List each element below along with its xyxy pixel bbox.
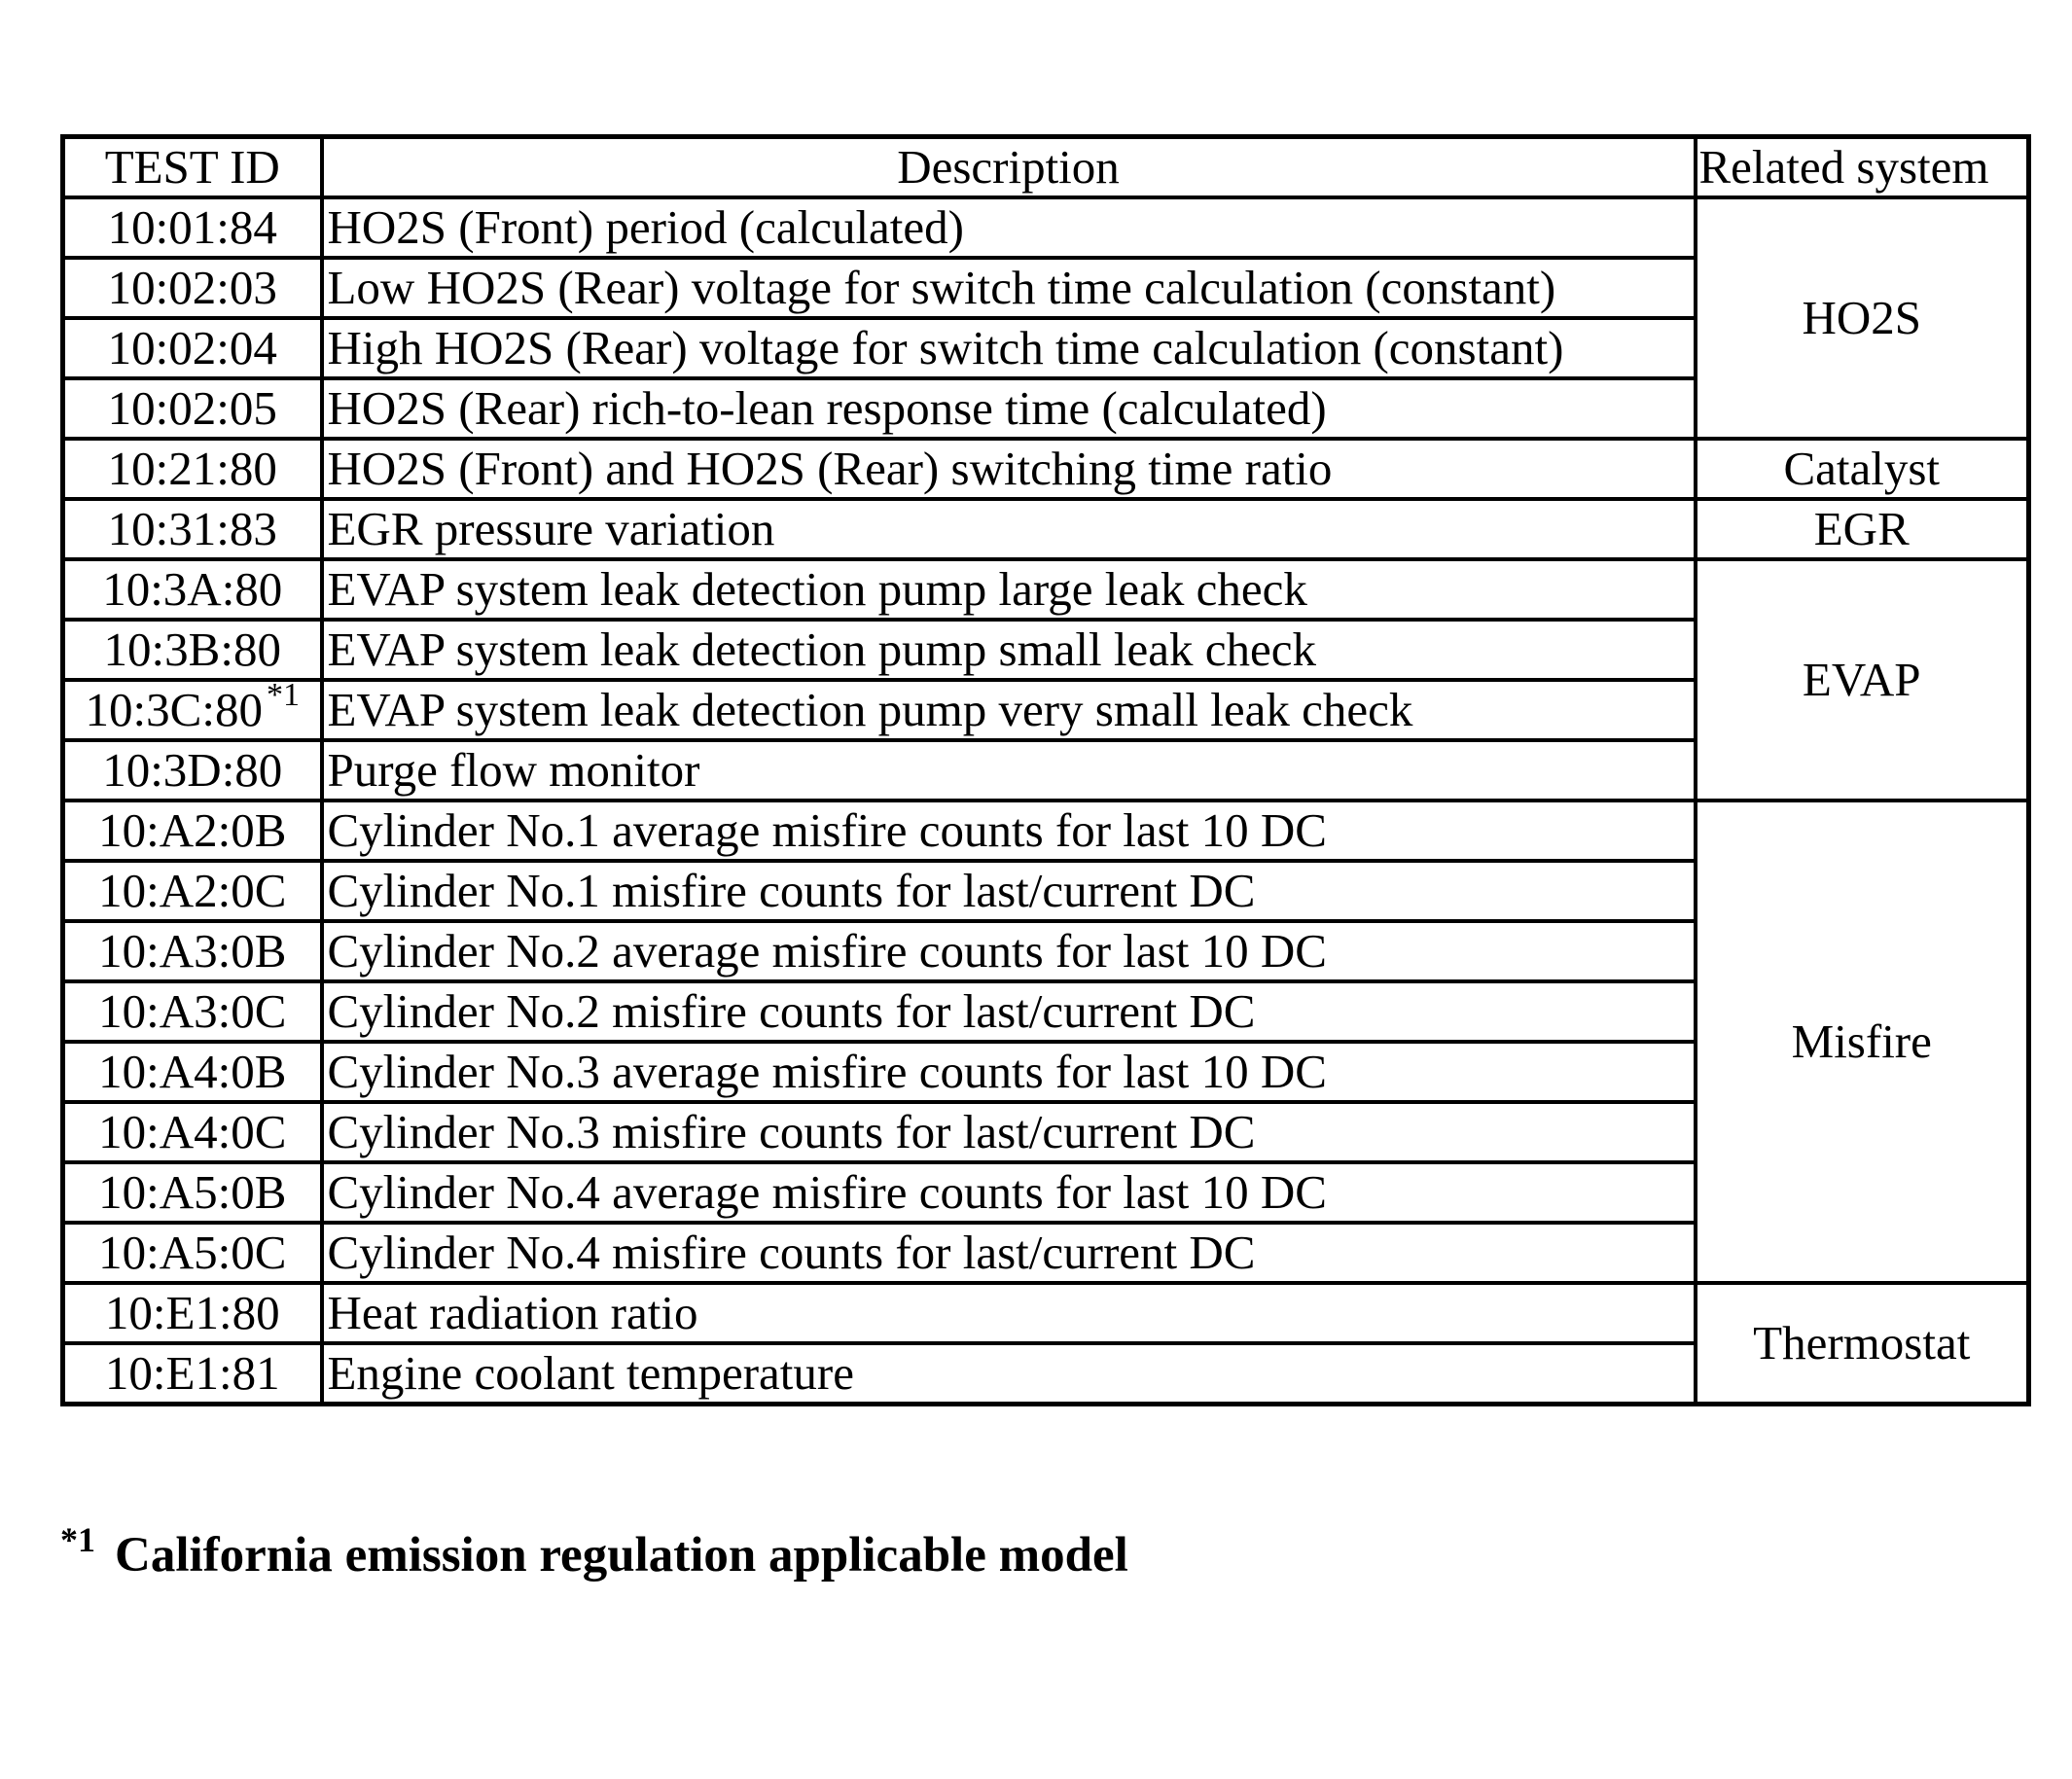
description-cell: Cylinder No.4 misfire counts for last/current DC [322,1223,1696,1283]
test-id-table-container [60,134,2026,1406]
test-id-cell: 10:A2:0C [63,861,322,921]
test-id-cell: 10:A4:0C [63,1102,322,1162]
test-id-cell: 10:A4:0B [63,1042,322,1102]
header-test-id: TEST ID [63,137,322,198]
description-cell: Cylinder No.2 average misfire counts for last 10 DC [322,921,1696,981]
test-id-cell [63,680,322,740]
test-id-cell: 10:3B:80 [63,620,322,680]
footnote-text: California emission regulation applicable model [115,1528,1128,1583]
header-related-system: Related system [1696,137,2029,198]
footnote-marker: *1 [266,680,300,713]
related-system-cell-catalyst: Catalyst [1696,439,2029,499]
description-cell: Cylinder No.2 misfire counts for last/current DC [322,981,1696,1042]
test-id-cell: 10:31:83 [63,499,322,559]
test-id-cell: 10:A3:0C [63,981,322,1042]
header-row [63,137,2029,198]
footnote-mark: *1 [60,1520,95,1559]
test-id-cell: 10:E1:80 [63,1283,322,1343]
header-description: Description [322,137,1696,198]
test-id-cell: 10:21:80 [63,439,322,499]
test-id-cell: 10:3D:80 [63,740,322,801]
related-system-cell-misfire: Misfire [1696,801,2029,1283]
description-cell: High HO2S (Rear) voltage for switch time calculation (constant) [322,318,1696,378]
test-id-cell: 10:A5:0B [63,1162,322,1223]
test-id-cell: 10:A2:0B [63,801,322,861]
description-cell: EVAP system leak detection pump large leak check [322,559,1696,620]
description-cell: HO2S (Front) and HO2S (Rear) switching time ratio [322,439,1696,499]
test-id-cell: 10:02:04 [63,318,322,378]
test-id-cell: 10:02:05 [63,378,322,439]
description-cell: Heat radiation ratio [322,1283,1696,1343]
test-id-cell: 10:A5:0C [63,1223,322,1283]
related-system-cell-ho2s: HO2S [1696,197,2029,439]
test-id-cell: 10:01:84 [63,197,322,258]
table-row [63,197,2029,258]
test-id-cell: 10:02:03 [63,258,322,318]
description-cell: HO2S (Rear) rich-to-lean response time (calculated) [322,378,1696,439]
description-cell: EGR pressure variation [322,499,1696,559]
test-id-cell: 10:E1:81 [63,1343,322,1405]
related-system-cell-thermostat: Thermostat [1696,1283,2029,1405]
description-cell: Cylinder No.1 misfire counts for last/current DC [322,861,1696,921]
test-id-cell: 10:A3:0B [63,921,322,981]
test-id-cell: 10:3A:80 [63,559,322,620]
related-system-cell-evap: EVAP [1696,559,2029,801]
test-id-table [60,134,2031,1406]
test-id-text: 10:3C:80 [85,683,263,736]
description-cell: EVAP system leak detection pump very small leak check [322,680,1696,740]
table-row [63,439,2029,499]
related-system-cell-egr: EGR [1696,499,2029,559]
description-cell: Purge flow monitor [322,740,1696,801]
description-cell: Cylinder No.1 average misfire counts for last 10 DC [322,801,1696,861]
table-row [63,801,2029,861]
description-cell: EVAP system leak detection pump small leak check [322,620,1696,680]
description-cell: Engine coolant temperature [322,1343,1696,1405]
description-cell: Cylinder No.3 misfire counts for last/current DC [322,1102,1696,1162]
table-row [63,499,2029,559]
description-cell: Low HO2S (Rear) voltage for switch time calculation (constant) [322,258,1696,318]
description-cell: Cylinder No.3 average misfire counts for last 10 DC [322,1042,1696,1102]
description-cell: HO2S (Front) period (calculated) [322,197,1696,258]
description-cell: Cylinder No.4 average misfire counts for last 10 DC [322,1162,1696,1223]
table-row [63,559,2029,620]
footnote [60,1520,1128,1583]
table-row [63,1283,2029,1343]
